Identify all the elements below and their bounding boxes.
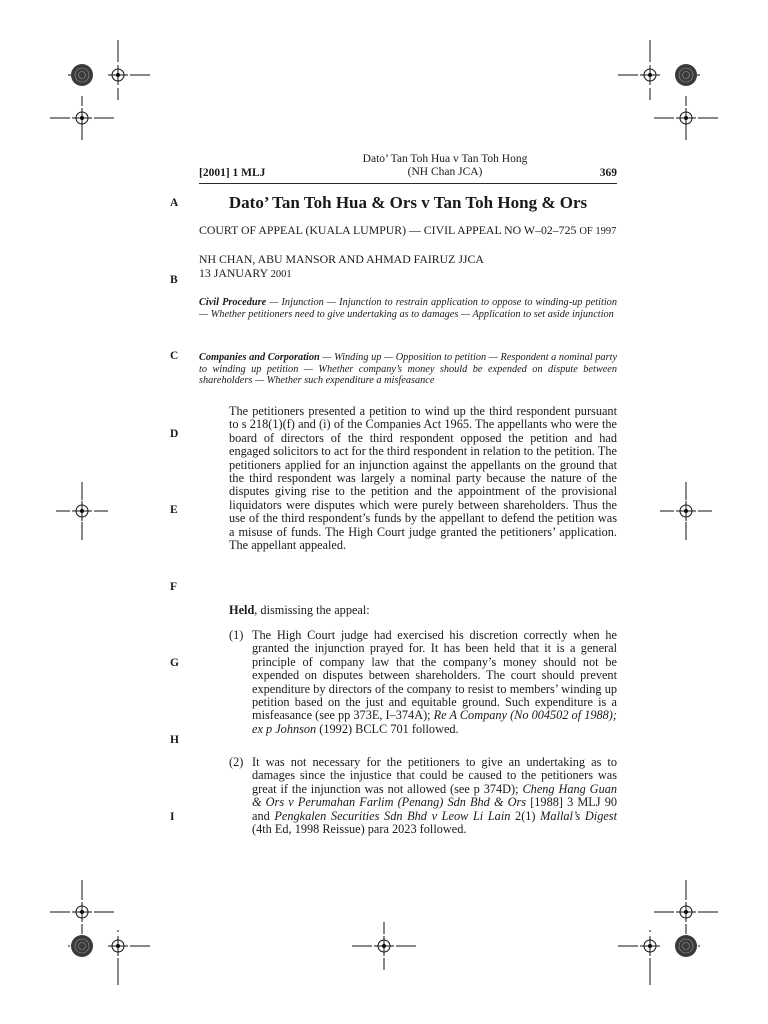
held-item-text [252, 756, 617, 836]
catchword-civil-procedure [199, 297, 617, 320]
held-text-plain: It was not necessary for the petitioners to give an undertaking as to damages since the injustice that could be caused to the petitioners was great if the injunction was not allowed (see p 374D); [252, 755, 617, 796]
margin-letter-h: H [170, 734, 179, 746]
held-item-text [252, 629, 617, 736]
registration-target-icon [676, 902, 696, 922]
held-text-tail: (4th Ed, 1998 Reissue) para 2023 followed. [252, 822, 467, 837]
held-item-number: (2) [229, 755, 244, 769]
registration-target-icon [108, 936, 128, 956]
running-head-center [330, 153, 560, 179]
court-line-main: COURT OF APPEAL (KUALA LUMPUR) — CIVIL APPEAL NO W–02–725 [199, 223, 577, 237]
margin-letter-e: E [170, 504, 178, 516]
judgment-date-day-month: 13 JANUARY [199, 266, 268, 280]
margin-letter-d: D [170, 428, 179, 440]
digest-citation: Mallal’s Digest [540, 808, 617, 823]
registration-target-icon [108, 65, 128, 85]
registration-target-icon [640, 936, 660, 956]
held-item-number: (1) [229, 628, 244, 642]
case-title: Dato’ Tan Toh Hua & Ors v Tan Toh Hong & Ors [228, 193, 588, 212]
margin-letter-g: G [170, 657, 179, 669]
judges: NH CHAN, ABU MANSOR AND AHMAD FAIRUZ JJCA [199, 252, 484, 266]
judgment-date [199, 267, 632, 282]
judgment-date-year: 2001 [270, 269, 292, 280]
held-text-tail: 2(1) [510, 808, 541, 823]
header-rule [199, 183, 617, 184]
running-head-citation: [2001] 1 MLJ [199, 167, 266, 179]
running-head-case-name: Dato’ Tan Toh Hua v Tan Toh Hong [362, 153, 528, 165]
registration-target-icon [374, 936, 394, 956]
margin-letter-c: C [170, 350, 179, 362]
catchword-companies [199, 352, 617, 387]
court-line-year: OF 1997 [579, 226, 617, 237]
catchword-head: Companies and Corporation [199, 352, 320, 363]
held-text-tail: (1992) BCLC 701 followed. [316, 721, 459, 736]
case-summary: The petitioners presented a petition to wind up the third respondent pursuant to s 218(1)(f) and (i) of the Companies Act 1965. The appellants who were the board of directors of the third respondent opposed the petition and had engaged solicitors to act for the third respondent in relation to the petition. The petitioners applied for an injunction against the appellants on the ground that the third respondent was largely a nominal party because the nature of the disputes giving rise to the petition and the appointment of the provisional liquidators were disputes which were purely between shareholders. Thus the use of the third respondent’s funds by the appellant to defend the petition was a misuse of funds. The High Court judge granted the petitioners’ application. The appellant appealed. [229, 404, 617, 553]
catchword-head: Civil Procedure [199, 297, 267, 308]
page-number: 369 [599, 167, 617, 179]
registration-target-icon [676, 108, 696, 128]
held-rest: , dismissing the appeal: [254, 603, 370, 617]
registration-target-icon [676, 501, 696, 521]
held-text-tail: [1988] 3 MLJ 90 and [252, 795, 617, 823]
registration-target-icon [640, 65, 660, 85]
held-item-1 [229, 629, 617, 736]
margin-letter-f: F [170, 581, 178, 593]
held-heading [229, 603, 370, 618]
held-text-plain: The High Court judge had exercised his discretion correctly when he granted the injunction prayed for. It has been held that it is a general principle of company law that the company’s money should not be expended on disputes between shareholders. The court should prevent expenditure by directors of the company to resist to members’ winding up petition based on the just and equitable ground. Such expenditure is a misfeasance (see pp 373E, I–374A); [252, 628, 617, 723]
registration-target-icon [72, 501, 92, 521]
held-label: Held [229, 603, 255, 617]
margin-letter-i: I [170, 811, 175, 823]
registration-target-icon [72, 902, 92, 922]
catchword-text: — Injunction — Injunction to restrain application to oppose to winding-up petition — Whether petitioners need to give undertaking as to damages — Application to set aside injunction [199, 297, 617, 320]
case-citation: Pengkalen Securities Sdn Bhd v Leow Li Lain [274, 808, 511, 823]
case-citation: Cheng Hang Guan & Ors v Perumahan Farlim (Penang) Sdn Bhd & Ors [252, 781, 618, 810]
catchword-text: — Winding up — Opposition to petition — Respondent a nominal party to winding up petition — Whether company’s money should be expended on dispute between shareholders — Whether such expenditure a misfeasance [199, 352, 618, 386]
case-citation: Re A Company (No 004502 of 1988); ex p Johnson [252, 708, 617, 736]
court-and-appeal-number [199, 224, 632, 239]
registration-target-icon [72, 108, 92, 128]
running-head-judge: (NH Chan JCA) [407, 166, 483, 178]
margin-letter-a: A [170, 197, 179, 209]
margin-letter-b: B [170, 274, 178, 286]
held-item-2 [229, 756, 617, 836]
